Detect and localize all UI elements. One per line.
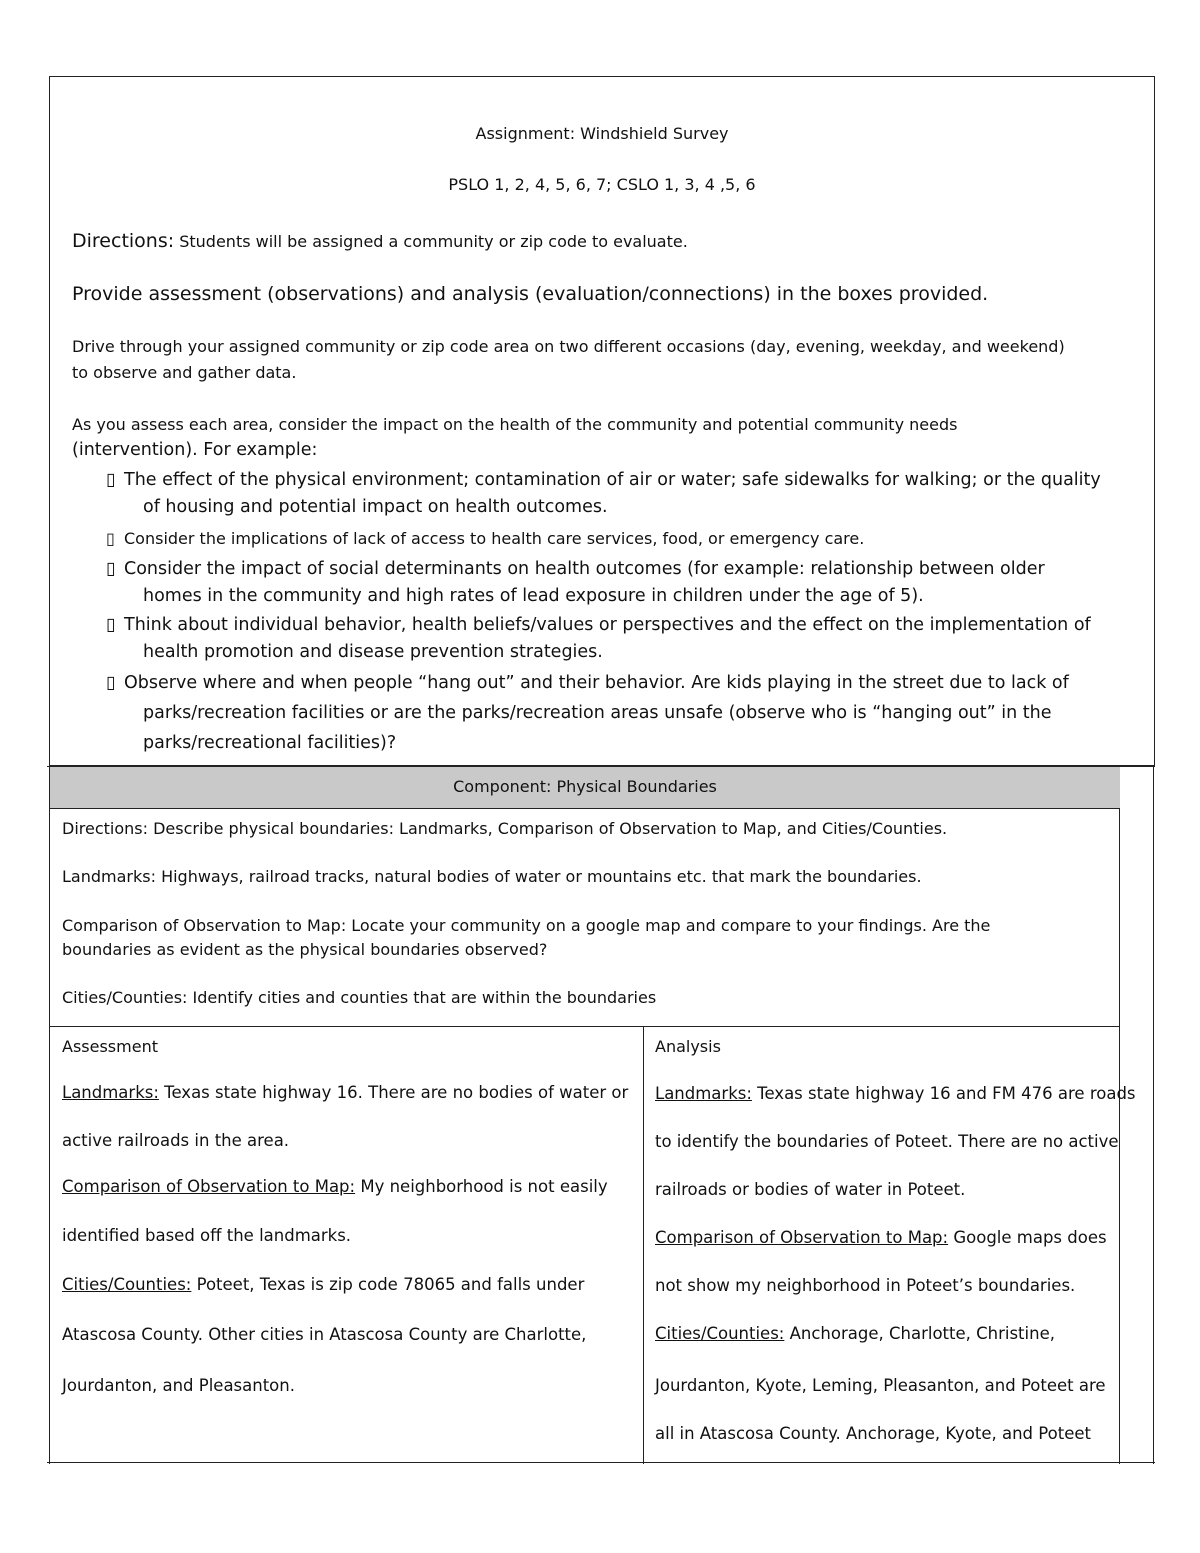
table-right-rule: [1119, 766, 1120, 1464]
bullet-item: [106, 470, 1101, 490]
provide-line: Provide assessment (observations) and analysis (evaluation/connections) in the boxes provided.: [72, 283, 989, 305]
assessment-text: Texas state highway 16. There are no bodies of water or: [158, 1083, 629, 1102]
analysis-comparison: [655, 1228, 1107, 1247]
bullet-text-cont: parks/recreational facilities)?: [143, 733, 397, 753]
pslo-line: PSLO 1, 2, 4, 5, 6, 7; CSLO 1, 3, 4 ,5, 6: [448, 175, 756, 194]
analysis-text: all in Atascosa County. Anchorage, Kyote, and Poteet: [655, 1424, 1091, 1443]
assessment-comparison: [62, 1177, 608, 1196]
component-comparison-1: Comparison of Observation to Map: Locate your community on a google map and compare to your findings. Are the: [62, 916, 991, 935]
component-header: Component: Physical Boundaries: [50, 767, 1120, 809]
comparison-label: Comparison of Observation to Map:: [62, 1177, 356, 1196]
bullet-text-cont: health promotion and disease prevention strategies.: [143, 642, 603, 662]
directions-box: [49, 76, 1155, 766]
analysis-text: Texas state highway 16 and FM 476 are roads: [751, 1084, 1136, 1103]
assessment-landmarks: [62, 1083, 628, 1102]
bullet-box-icon: ▯: [106, 529, 115, 548]
assignment-title: Assignment: Windshield Survey: [475, 124, 729, 143]
analysis-text: Anchorage, Charlotte, Christine,: [784, 1324, 1055, 1343]
bullet-box-icon: ▯: [106, 559, 116, 579]
directions-text: Students will be assigned a community or zip code to evaluate.: [174, 232, 688, 251]
assessment-text: Atascosa County. Other cities in Atascosa County are Charlotte,: [62, 1325, 587, 1344]
assessment-text: Poteet, Texas is zip code 78065 and falls under: [191, 1275, 585, 1294]
assess-line-1: As you assess each area, consider the impact on the health of the community and potential community needs: [72, 415, 958, 434]
bullet-text: Consider the impact of social determinants on health outcomes (for example: relationship between older: [124, 559, 1045, 579]
comparison-label: Comparison of Observation to Map:: [655, 1228, 949, 1247]
analysis-heading: Analysis: [655, 1037, 721, 1056]
bullet-item: [106, 559, 1045, 579]
assessment-text: My neighborhood is not easily: [355, 1177, 608, 1196]
bullet-text-cont: of housing and potential impact on health outcomes.: [143, 497, 608, 517]
component-comparison-2: boundaries as evident as the physical boundaries observed?: [62, 940, 548, 959]
assess-line-2: (intervention). For example:: [72, 440, 318, 460]
bullet-box-icon: ▯: [106, 615, 116, 635]
analysis-text: to identify the boundaries of Poteet. There are no active: [655, 1132, 1119, 1151]
assessment-text: identified based off the landmarks.: [62, 1226, 352, 1245]
component-cities: Cities/Counties: Identify cities and counties that are within the boundaries: [62, 988, 657, 1007]
table-outer-right-rule: [1153, 766, 1154, 1464]
drive-line-1: Drive through your assigned community or zip code area on two different occasions (day, evening, weekday, and weekend): [72, 337, 1065, 356]
bullet-text: The effect of the physical environment; contamination of air or water; safe sidewalks for walking; or the quality: [124, 470, 1101, 490]
assessment-cities: [62, 1275, 584, 1294]
analysis-cities: [655, 1324, 1055, 1343]
table-bottom-rule: [47, 1462, 1155, 1463]
bullet-box-icon: ▯: [106, 673, 116, 693]
cities-label: Cities/Counties:: [655, 1324, 785, 1343]
landmarks-label: Landmarks:: [62, 1083, 159, 1102]
directions-line: [72, 230, 688, 252]
bullet-item: [106, 673, 1069, 693]
analysis-text: railroads or bodies of water in Poteet.: [655, 1180, 966, 1199]
bullet-text-cont: homes in the community and high rates of lead exposure in children under the age of 5).: [143, 586, 924, 606]
drive-line-2: to observe and gather data.: [72, 363, 297, 382]
directions-label: Directions:: [72, 230, 175, 252]
bullet-text: Observe where and when people “hang out” and their behavior. Are kids playing in the street due to lack of: [124, 673, 1069, 693]
cities-label: Cities/Counties:: [62, 1275, 192, 1294]
bullet-item: [106, 615, 1091, 635]
row-divider: [49, 1026, 1120, 1027]
analysis-text: Google maps does: [948, 1228, 1107, 1247]
bullet-text-cont: parks/recreation facilities or are the parks/recreation areas unsafe (observe who is “hanging out” in the: [143, 703, 1052, 723]
assessment-text: active railroads in the area.: [62, 1131, 290, 1150]
assessment-heading: Assessment: [62, 1037, 158, 1056]
analysis-landmarks: [655, 1084, 1136, 1103]
bullet-text: Consider the implications of lack of access to health care services, food, or emergency care.: [124, 529, 865, 548]
column-divider: [643, 1026, 644, 1464]
bullet-item: [106, 529, 864, 548]
component-landmarks: Landmarks: Highways, railroad tracks, natural bodies of water or mountains etc. that mark the boundaries.: [62, 867, 922, 886]
assessment-text: Jourdanton, and Pleasanton.: [62, 1376, 295, 1395]
bullet-box-icon: ▯: [106, 470, 116, 490]
component-directions: Directions: Describe physical boundaries: Landmarks, Comparison of Observation to Map, and Cities/Counties.: [62, 819, 948, 838]
analysis-text: Jourdanton, Kyote, Leming, Pleasanton, and Poteet are: [655, 1376, 1106, 1395]
bullet-text: Think about individual behavior, health beliefs/values or perspectives and the effect on the implementation of: [124, 615, 1091, 635]
landmarks-label: Landmarks:: [655, 1084, 752, 1103]
analysis-text: not show my neighborhood in Poteet’s boundaries.: [655, 1276, 1076, 1295]
table-left-rule: [49, 766, 50, 1464]
